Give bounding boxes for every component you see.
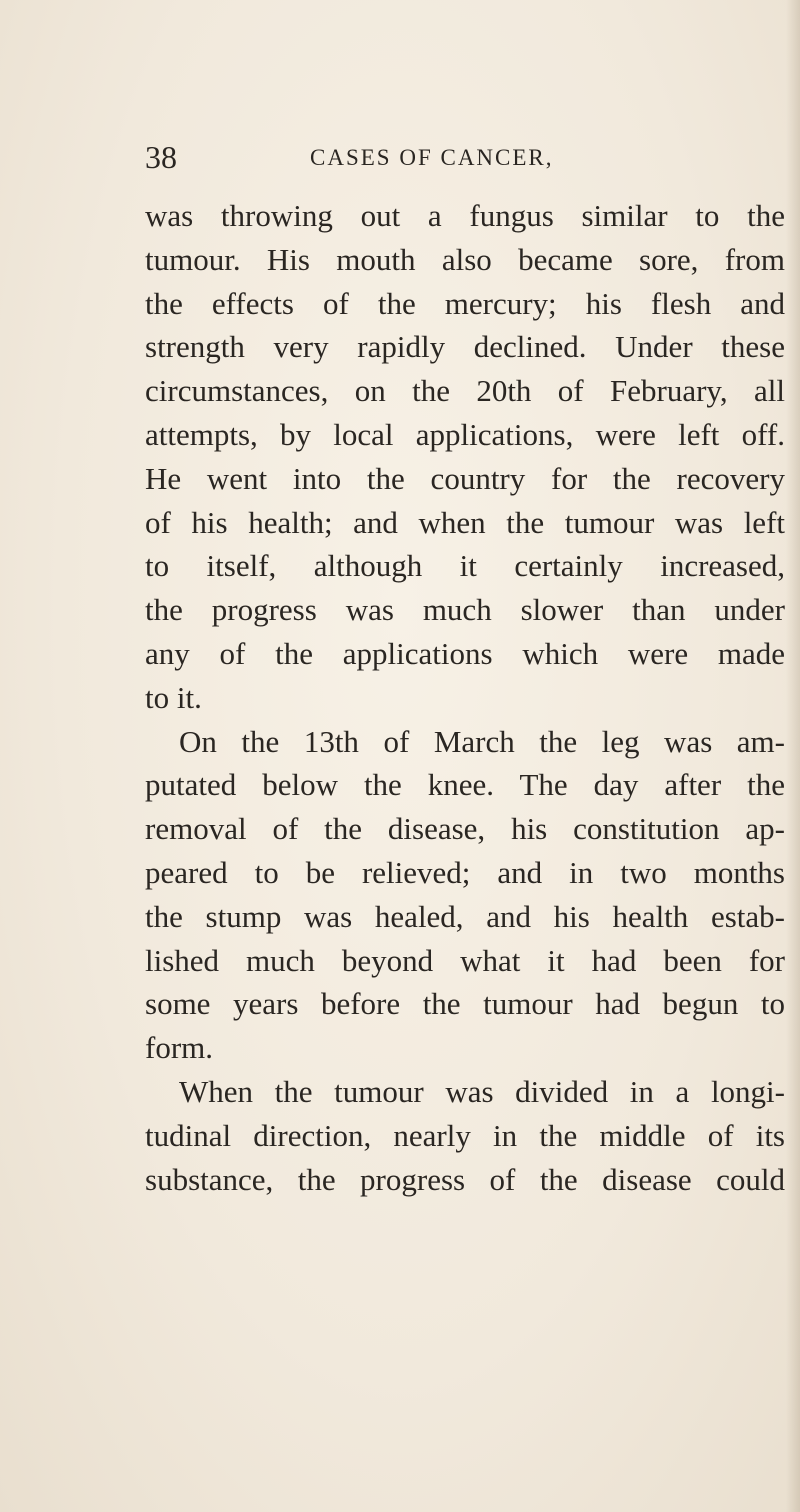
- text-line: tudinal direction, nearly in the middle of its: [145, 1117, 785, 1153]
- page-edge-shadow: [786, 0, 800, 1512]
- page-header: [145, 137, 745, 177]
- text-line: of his health; and when the tumour was left: [145, 504, 785, 540]
- text-line: some years before the tumour had begun to: [145, 986, 785, 1022]
- text-line: strength very rapidly declined. Under these: [145, 329, 785, 365]
- text-line: the effects of the mercury; his flesh and: [145, 285, 785, 321]
- text-line: removal of the disease, his constitution ap-: [145, 811, 785, 847]
- text-line: lished much beyond what it had been for: [145, 942, 785, 978]
- text-line: the stump was healed, and his health estab-: [145, 898, 785, 934]
- text-line: putated below the knee. The day after the: [145, 767, 785, 803]
- body-text: [145, 194, 785, 1201]
- text-line: tumour. His mouth also became sore, from: [145, 241, 785, 277]
- text-line: form.: [145, 1030, 214, 1066]
- text-line: attempts, by local applications, were left off.: [145, 416, 785, 452]
- text-line: was throwing out a fungus similar to the: [145, 198, 785, 233]
- page-number: 38: [145, 139, 177, 175]
- text-line: the progress was much slower than under: [145, 592, 785, 628]
- text-line: any of the applications which were made: [145, 635, 785, 671]
- text-line: substance, the progress of the disease could: [145, 1161, 785, 1197]
- text-line: He went into the country for the recovery: [145, 460, 785, 496]
- text-line: to itself, although it certainly increased,: [145, 548, 785, 584]
- text-line: to it.: [145, 679, 202, 715]
- text-line: circumstances, on the 20th of February, all: [145, 373, 785, 409]
- running-head: CASES OF CANCER,: [310, 145, 554, 170]
- paragraph-start-line: When the tumour was divided in a longi-: [179, 1073, 785, 1109]
- text-line: peared to be relieved; and in two months: [145, 854, 785, 890]
- paragraph-start-line: On the 13th of March the leg was am-: [179, 723, 785, 759]
